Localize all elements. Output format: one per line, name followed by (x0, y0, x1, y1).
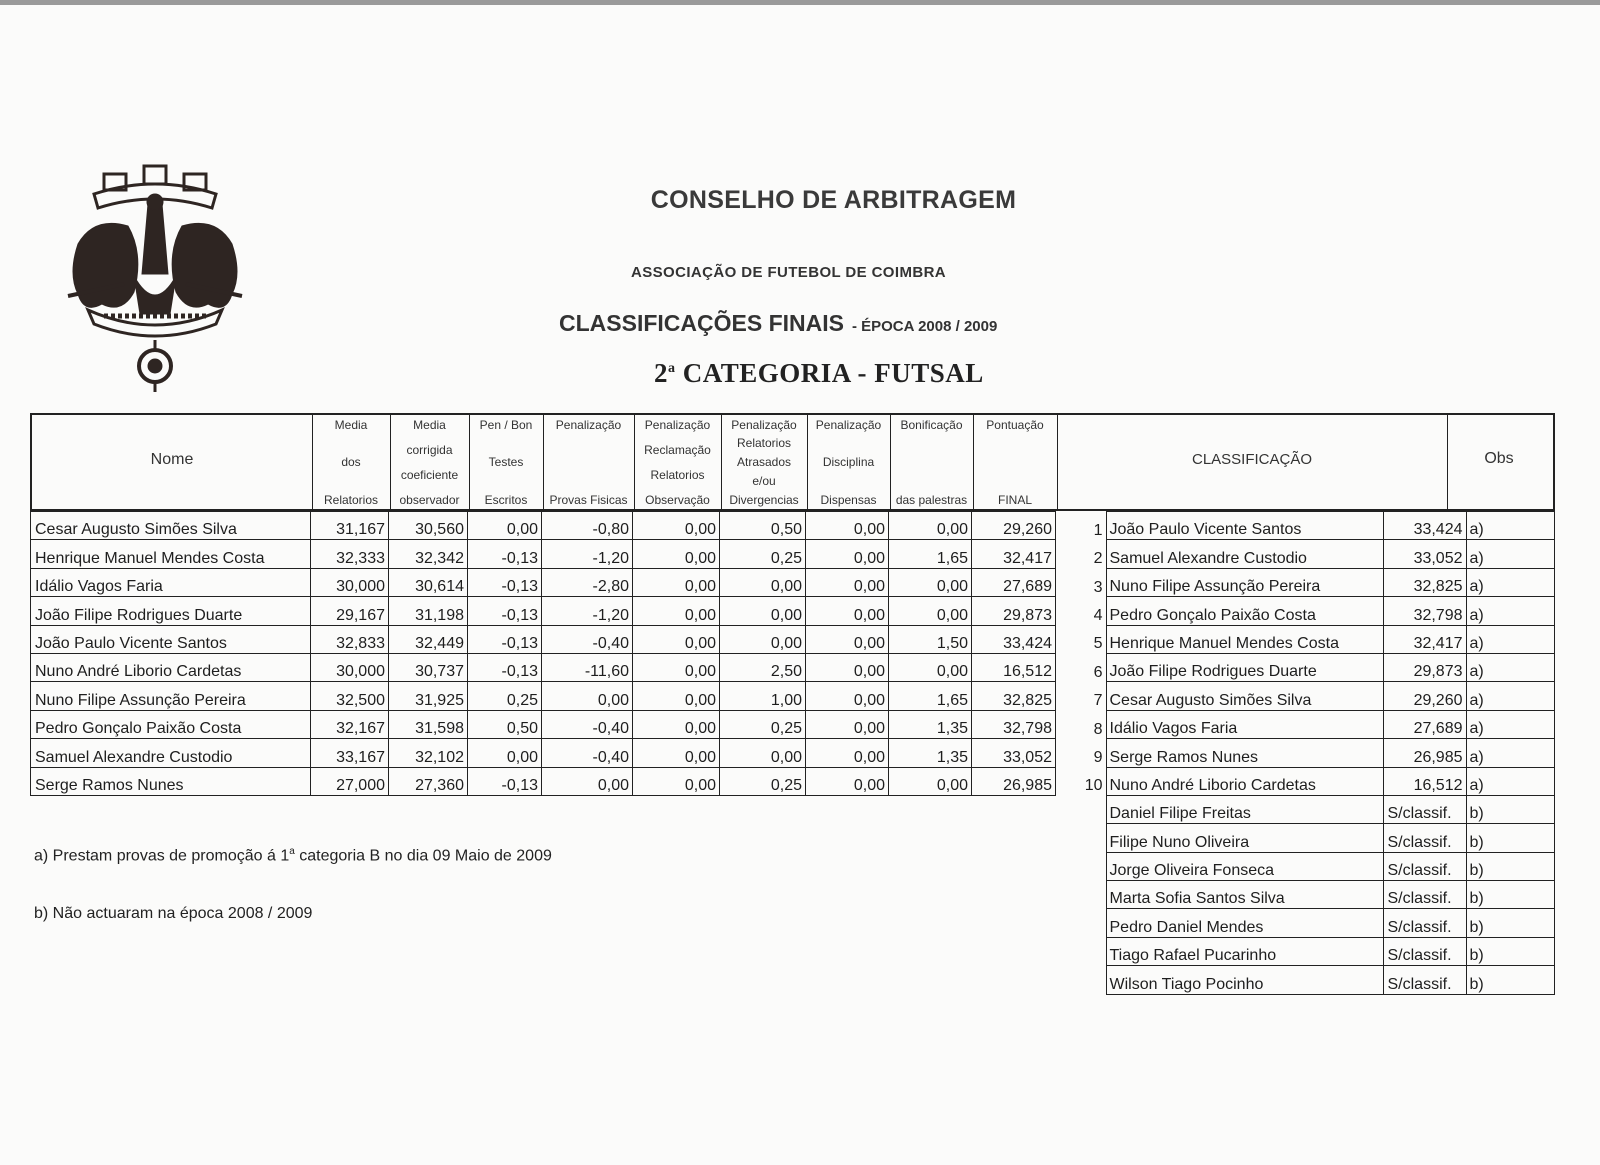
cell-atrasados: 0,00 (720, 597, 806, 625)
cell-penbon: -0,13 (468, 597, 542, 625)
classification-row (1082, 682, 1554, 710)
cell-atrasados: 0,00 (720, 625, 806, 653)
classified-name: Pedro Daniel Mendes (1106, 909, 1383, 937)
cell-final: 32,798 (972, 710, 1056, 738)
epoca-label: - ÉPOCA 2008 / 2009 (851, 318, 998, 335)
classified-name: Nuno André Liborio Cardetas (1106, 767, 1383, 795)
obs-mark: a) (1466, 710, 1554, 738)
note-a-prefix: a) Prestam provas de promoção á 1 (34, 847, 290, 865)
classified-score: 16,512 (1383, 767, 1466, 795)
cell-final: 29,260 (972, 512, 1056, 540)
cell-provas: -2,80 (542, 568, 633, 596)
cell-atrasados: 0,00 (720, 568, 806, 596)
cell-final: 27,689 (972, 568, 1056, 596)
cell-atrasados: 0,00 (720, 739, 806, 767)
column-header-disciplina (807, 415, 891, 509)
header-label: dos (341, 455, 361, 469)
obs-mark: a) (1466, 625, 1554, 653)
cell-nome: Idálio Vagos Faria (31, 568, 311, 596)
header-label: e/ou (752, 474, 776, 488)
rank-number: 1 (1082, 512, 1106, 540)
cell-provas: -1,20 (542, 540, 633, 568)
cell-corrigida: 31,198 (389, 597, 468, 625)
classified-score: 27,689 (1383, 710, 1466, 738)
rank-number: 2 (1082, 540, 1106, 568)
cell-reclamacao: 0,00 (633, 682, 720, 710)
classification-row (1082, 597, 1554, 625)
classified-score: 32,417 (1383, 625, 1466, 653)
classification-row (1082, 966, 1554, 994)
cell-disciplina: 0,00 (806, 512, 889, 540)
cell-provas: 0,00 (542, 767, 633, 795)
classification-row (1082, 767, 1554, 795)
cell-nome: João Filipe Rodrigues Duarte (31, 597, 311, 625)
cell-disciplina: 0,00 (806, 625, 889, 653)
cell-media: 30,000 (311, 568, 389, 596)
cell-corrigida: 27,360 (389, 767, 468, 795)
obs-mark: b) (1466, 909, 1554, 937)
header-label: Nome (150, 451, 194, 468)
classified-score: 29,260 (1383, 682, 1466, 710)
cell-media: 32,833 (311, 625, 389, 653)
classified-name: Cesar Augusto Simões Silva (1106, 682, 1383, 710)
table-row (31, 597, 1056, 625)
table-row (31, 653, 1056, 681)
obs-mark: a) (1466, 682, 1554, 710)
obs-mark: b) (1466, 852, 1554, 880)
subtitle (559, 310, 997, 337)
cell-media: 30,000 (311, 653, 389, 681)
cell-nome: Nuno André Liborio Cardetas (31, 653, 311, 681)
header-label: Pontuação (986, 418, 1044, 432)
note-a-suffix: categoria B no dia 09 Maio de 2009 (294, 847, 552, 865)
cell-final: 33,052 (972, 739, 1056, 767)
cell-final: 29,873 (972, 597, 1056, 625)
note-a-superscript: a (289, 846, 295, 857)
rank-number: 9 (1082, 739, 1106, 767)
column-header-corrigida (390, 415, 470, 509)
table-header (30, 413, 1555, 511)
cell-nome: Pedro Gonçalo Paixão Costa (31, 710, 311, 738)
header-label: Dispensas (820, 493, 877, 507)
cell-bonificacao: 1,65 (889, 682, 972, 710)
cell-bonificacao: 1,35 (889, 739, 972, 767)
classification-row (1082, 540, 1554, 568)
table-row (31, 540, 1056, 568)
cell-reclamacao: 0,00 (633, 710, 720, 738)
column-header-pontuacao (973, 415, 1058, 509)
classified-name: Marta Sofia Santos Silva (1106, 881, 1383, 909)
cell-reclamacao: 0,00 (633, 767, 720, 795)
header-label: observador (399, 493, 460, 507)
column-header-reclamacao (634, 415, 722, 509)
header-label: Bonificação (900, 418, 963, 432)
cell-penbon: -0,13 (468, 625, 542, 653)
cell-reclamacao: 0,00 (633, 739, 720, 767)
classified-score: 33,424 (1383, 512, 1466, 540)
cell-media: 27,000 (311, 767, 389, 795)
cell-corrigida: 31,598 (389, 710, 468, 738)
obs-mark: b) (1466, 795, 1554, 823)
cell-provas: -0,80 (542, 512, 633, 540)
classified-score: 26,985 (1383, 739, 1466, 767)
header-label: Obs (1484, 450, 1514, 467)
obs-mark: b) (1466, 966, 1554, 994)
column-header-atrasados (721, 415, 808, 509)
cell-media: 33,167 (311, 739, 389, 767)
cell-corrigida: 32,342 (389, 540, 468, 568)
header-label: Relatorios (323, 493, 379, 507)
rank-number (1082, 881, 1106, 909)
cell-disciplina: 0,00 (806, 568, 889, 596)
association-name: ASSOCIAÇÃO DE FUTEBOL DE COIMBRA (631, 264, 947, 281)
cell-penbon: 0,50 (468, 710, 542, 738)
header-label: Media (334, 418, 368, 432)
cell-media: 29,167 (311, 597, 389, 625)
cell-final: 16,512 (972, 653, 1056, 681)
cell-penbon: -0,13 (468, 540, 542, 568)
category-text: CATEGORIA - FUTSAL (682, 358, 984, 388)
rank-number (1082, 909, 1106, 937)
cell-final: 32,417 (972, 540, 1056, 568)
classification-row (1082, 625, 1554, 653)
cell-disciplina: 0,00 (806, 653, 889, 681)
column-header-classificacao (1057, 415, 1448, 509)
category-title (654, 358, 984, 389)
cell-atrasados: 0,50 (720, 512, 806, 540)
cell-bonificacao: 1,50 (889, 625, 972, 653)
header-label: Relatorios (650, 468, 705, 482)
obs-mark: a) (1466, 597, 1554, 625)
classification-row (1082, 909, 1554, 937)
cell-corrigida: 30,614 (389, 568, 468, 596)
table-row (31, 767, 1056, 795)
table-row (31, 625, 1056, 653)
cell-bonificacao: 0,00 (889, 653, 972, 681)
header-label: Disciplina (822, 455, 875, 469)
obs-mark: a) (1466, 512, 1554, 540)
obs-mark: b) (1466, 937, 1554, 965)
rank-number (1082, 795, 1106, 823)
cell-penbon: -0,13 (468, 568, 542, 596)
table-row (31, 710, 1056, 738)
header-label: Testes (488, 455, 524, 469)
classified-score: S/classif. (1383, 824, 1466, 852)
rank-number: 3 (1082, 568, 1106, 596)
cell-reclamacao: 0,00 (633, 540, 720, 568)
classified-score: 32,825 (1383, 568, 1466, 596)
cell-bonificacao: 0,00 (889, 767, 972, 795)
header-label: corrigida (406, 443, 453, 457)
classification-row (1082, 739, 1554, 767)
classified-score: S/classif. (1383, 966, 1466, 994)
classified-name: Henrique Manuel Mendes Costa (1106, 625, 1383, 653)
scan-edge (0, 0, 1600, 5)
obs-mark: a) (1466, 739, 1554, 767)
cell-atrasados: 0,25 (720, 710, 806, 738)
header-label: Atrasados (736, 455, 792, 469)
obs-mark: a) (1466, 767, 1554, 795)
cell-provas: -1,20 (542, 597, 633, 625)
classification-row (1082, 568, 1554, 596)
classified-name: João Paulo Vicente Santos (1106, 512, 1383, 540)
cell-bonificacao: 0,00 (889, 597, 972, 625)
header-label: CLASSIFICAÇÃO (1191, 451, 1313, 468)
classified-name: Wilson Tiago Pocinho (1106, 966, 1383, 994)
classified-name: Filipe Nuno Oliveira (1106, 824, 1383, 852)
category-superscript: a (668, 361, 676, 376)
classified-name: Idálio Vagos Faria (1106, 710, 1383, 738)
classified-score: 29,873 (1383, 653, 1466, 681)
cell-nome: Samuel Alexandre Custodio (31, 739, 311, 767)
rank-number: 7 (1082, 682, 1106, 710)
cell-provas: -0,40 (542, 739, 633, 767)
classification-row (1082, 881, 1554, 909)
header-label: das palestras (895, 493, 968, 507)
cell-reclamacao: 0,00 (633, 512, 720, 540)
classification-row (1082, 824, 1554, 852)
classification-row (1082, 852, 1554, 880)
header-label: Penalização (731, 418, 797, 432)
header-label: Pen / Bon (479, 418, 533, 432)
header-label: Provas Fisicas (549, 493, 628, 507)
classification-table (1082, 511, 1555, 995)
cell-disciplina: 0,00 (806, 739, 889, 767)
header-label: Media (413, 418, 446, 432)
cell-nome: Serge Ramos Nunes (31, 767, 311, 795)
classified-score: 32,798 (1383, 597, 1466, 625)
table-row (31, 739, 1056, 767)
classified-score: S/classif. (1383, 881, 1466, 909)
header-label: coeficiente (400, 468, 459, 482)
classification-row (1082, 937, 1554, 965)
header-label: Escritos (484, 493, 528, 507)
cell-media: 31,167 (311, 512, 389, 540)
cell-atrasados: 1,00 (720, 682, 806, 710)
classified-score: S/classif. (1383, 937, 1466, 965)
column-header-provas (543, 415, 635, 509)
cell-bonificacao: 0,00 (889, 568, 972, 596)
table-row (31, 682, 1056, 710)
cell-provas: -11,60 (542, 653, 633, 681)
classification-row (1082, 653, 1554, 681)
cell-bonificacao: 1,35 (889, 710, 972, 738)
cell-nome: Henrique Manuel Mendes Costa (31, 540, 311, 568)
cell-corrigida: 30,560 (389, 512, 468, 540)
rank-number (1082, 852, 1106, 880)
cell-reclamacao: 0,00 (633, 568, 720, 596)
classified-name: Samuel Alexandre Custodio (1106, 540, 1383, 568)
classified-name: João Filipe Rodrigues Duarte (1106, 653, 1383, 681)
cell-penbon: 0,25 (468, 682, 542, 710)
cell-reclamacao: 0,00 (633, 625, 720, 653)
cell-bonificacao: 0,00 (889, 512, 972, 540)
classification-row (1082, 512, 1554, 540)
column-header-nome (32, 415, 313, 509)
classified-name: Tiago Rafael Pucarinho (1106, 937, 1383, 965)
header-label: Observação (645, 493, 710, 507)
column-header-bonificacao (890, 415, 974, 509)
cell-provas: -0,40 (542, 710, 633, 738)
header-label: Relatorios (736, 436, 792, 450)
classified-score: S/classif. (1383, 852, 1466, 880)
note-a (34, 846, 552, 865)
cell-final: 33,424 (972, 625, 1056, 653)
rank-number: 8 (1082, 710, 1106, 738)
referee-scores-table (30, 511, 1056, 796)
cell-corrigida: 31,925 (389, 682, 468, 710)
header-label: Penalização (555, 418, 622, 432)
cell-atrasados: 0,25 (720, 540, 806, 568)
cell-disciplina: 0,00 (806, 682, 889, 710)
note-b: b) Não actuaram na época 2008 / 2009 (34, 905, 313, 922)
cell-penbon: 0,00 (468, 512, 542, 540)
classified-name: Serge Ramos Nunes (1106, 739, 1383, 767)
cell-atrasados: 2,50 (720, 653, 806, 681)
cell-media: 32,500 (311, 682, 389, 710)
obs-mark: b) (1466, 881, 1554, 909)
obs-mark: a) (1466, 653, 1554, 681)
rank-number: 10 (1082, 767, 1106, 795)
header-label: FINAL (997, 493, 1032, 507)
classification-row (1082, 795, 1554, 823)
header-label: Penalização (815, 418, 882, 432)
cell-reclamacao: 0,00 (633, 597, 720, 625)
obs-mark: a) (1466, 540, 1554, 568)
cell-disciplina: 0,00 (806, 767, 889, 795)
classified-name: Jorge Oliveira Fonseca (1106, 852, 1383, 880)
classified-name: Daniel Filipe Freitas (1106, 795, 1383, 823)
obs-mark: a) (1466, 568, 1554, 596)
cell-penbon: -0,13 (468, 767, 542, 795)
cell-nome: Cesar Augusto Simões Silva (31, 512, 311, 540)
rank-number (1082, 824, 1106, 852)
header-label: Reclamação (644, 443, 711, 457)
cell-penbon: -0,13 (468, 653, 542, 681)
cell-provas: 0,00 (542, 682, 633, 710)
cell-final: 26,985 (972, 767, 1056, 795)
column-header-media (312, 415, 391, 509)
cell-corrigida: 32,449 (389, 625, 468, 653)
classified-name: Pedro Gonçalo Paixão Costa (1106, 597, 1383, 625)
cell-corrigida: 32,102 (389, 739, 468, 767)
cell-reclamacao: 0,00 (633, 653, 720, 681)
cell-media: 32,333 (311, 540, 389, 568)
page-title: CONSELHO DE ARBITRAGEM (650, 186, 1017, 214)
cell-provas: -0,40 (542, 625, 633, 653)
cell-nome: Nuno Filipe Assunção Pereira (31, 682, 311, 710)
cell-final: 32,825 (972, 682, 1056, 710)
cell-penbon: 0,00 (468, 739, 542, 767)
classified-name: Nuno Filipe Assunção Pereira (1106, 568, 1383, 596)
cell-disciplina: 0,00 (806, 540, 889, 568)
classified-score: S/classif. (1383, 909, 1466, 937)
classification-row (1082, 710, 1554, 738)
cell-corrigida: 30,737 (389, 653, 468, 681)
column-header-obs (1447, 415, 1551, 509)
obs-mark: b) (1466, 824, 1554, 852)
classified-score: 33,052 (1383, 540, 1466, 568)
cell-disciplina: 0,00 (806, 597, 889, 625)
rank-number: 5 (1082, 625, 1106, 653)
rank-number (1082, 966, 1106, 994)
table-row (31, 512, 1056, 540)
classificacoes-label: CLASSIFICAÇÕES FINAIS (559, 310, 844, 336)
rank-number (1082, 937, 1106, 965)
cell-nome: João Paulo Vicente Santos (31, 625, 311, 653)
cell-bonificacao: 1,65 (889, 540, 972, 568)
rank-number: 4 (1082, 597, 1106, 625)
classified-score: S/classif. (1383, 795, 1466, 823)
table-row (31, 568, 1056, 596)
header-label: Penalização (644, 418, 711, 432)
cell-atrasados: 0,25 (720, 767, 806, 795)
column-header-penbon (469, 415, 544, 509)
category-number: 2 (654, 358, 668, 388)
cell-disciplina: 0,00 (806, 710, 889, 738)
rank-number: 6 (1082, 653, 1106, 681)
header-label: Divergencias (729, 493, 799, 507)
cell-media: 32,167 (311, 710, 389, 738)
